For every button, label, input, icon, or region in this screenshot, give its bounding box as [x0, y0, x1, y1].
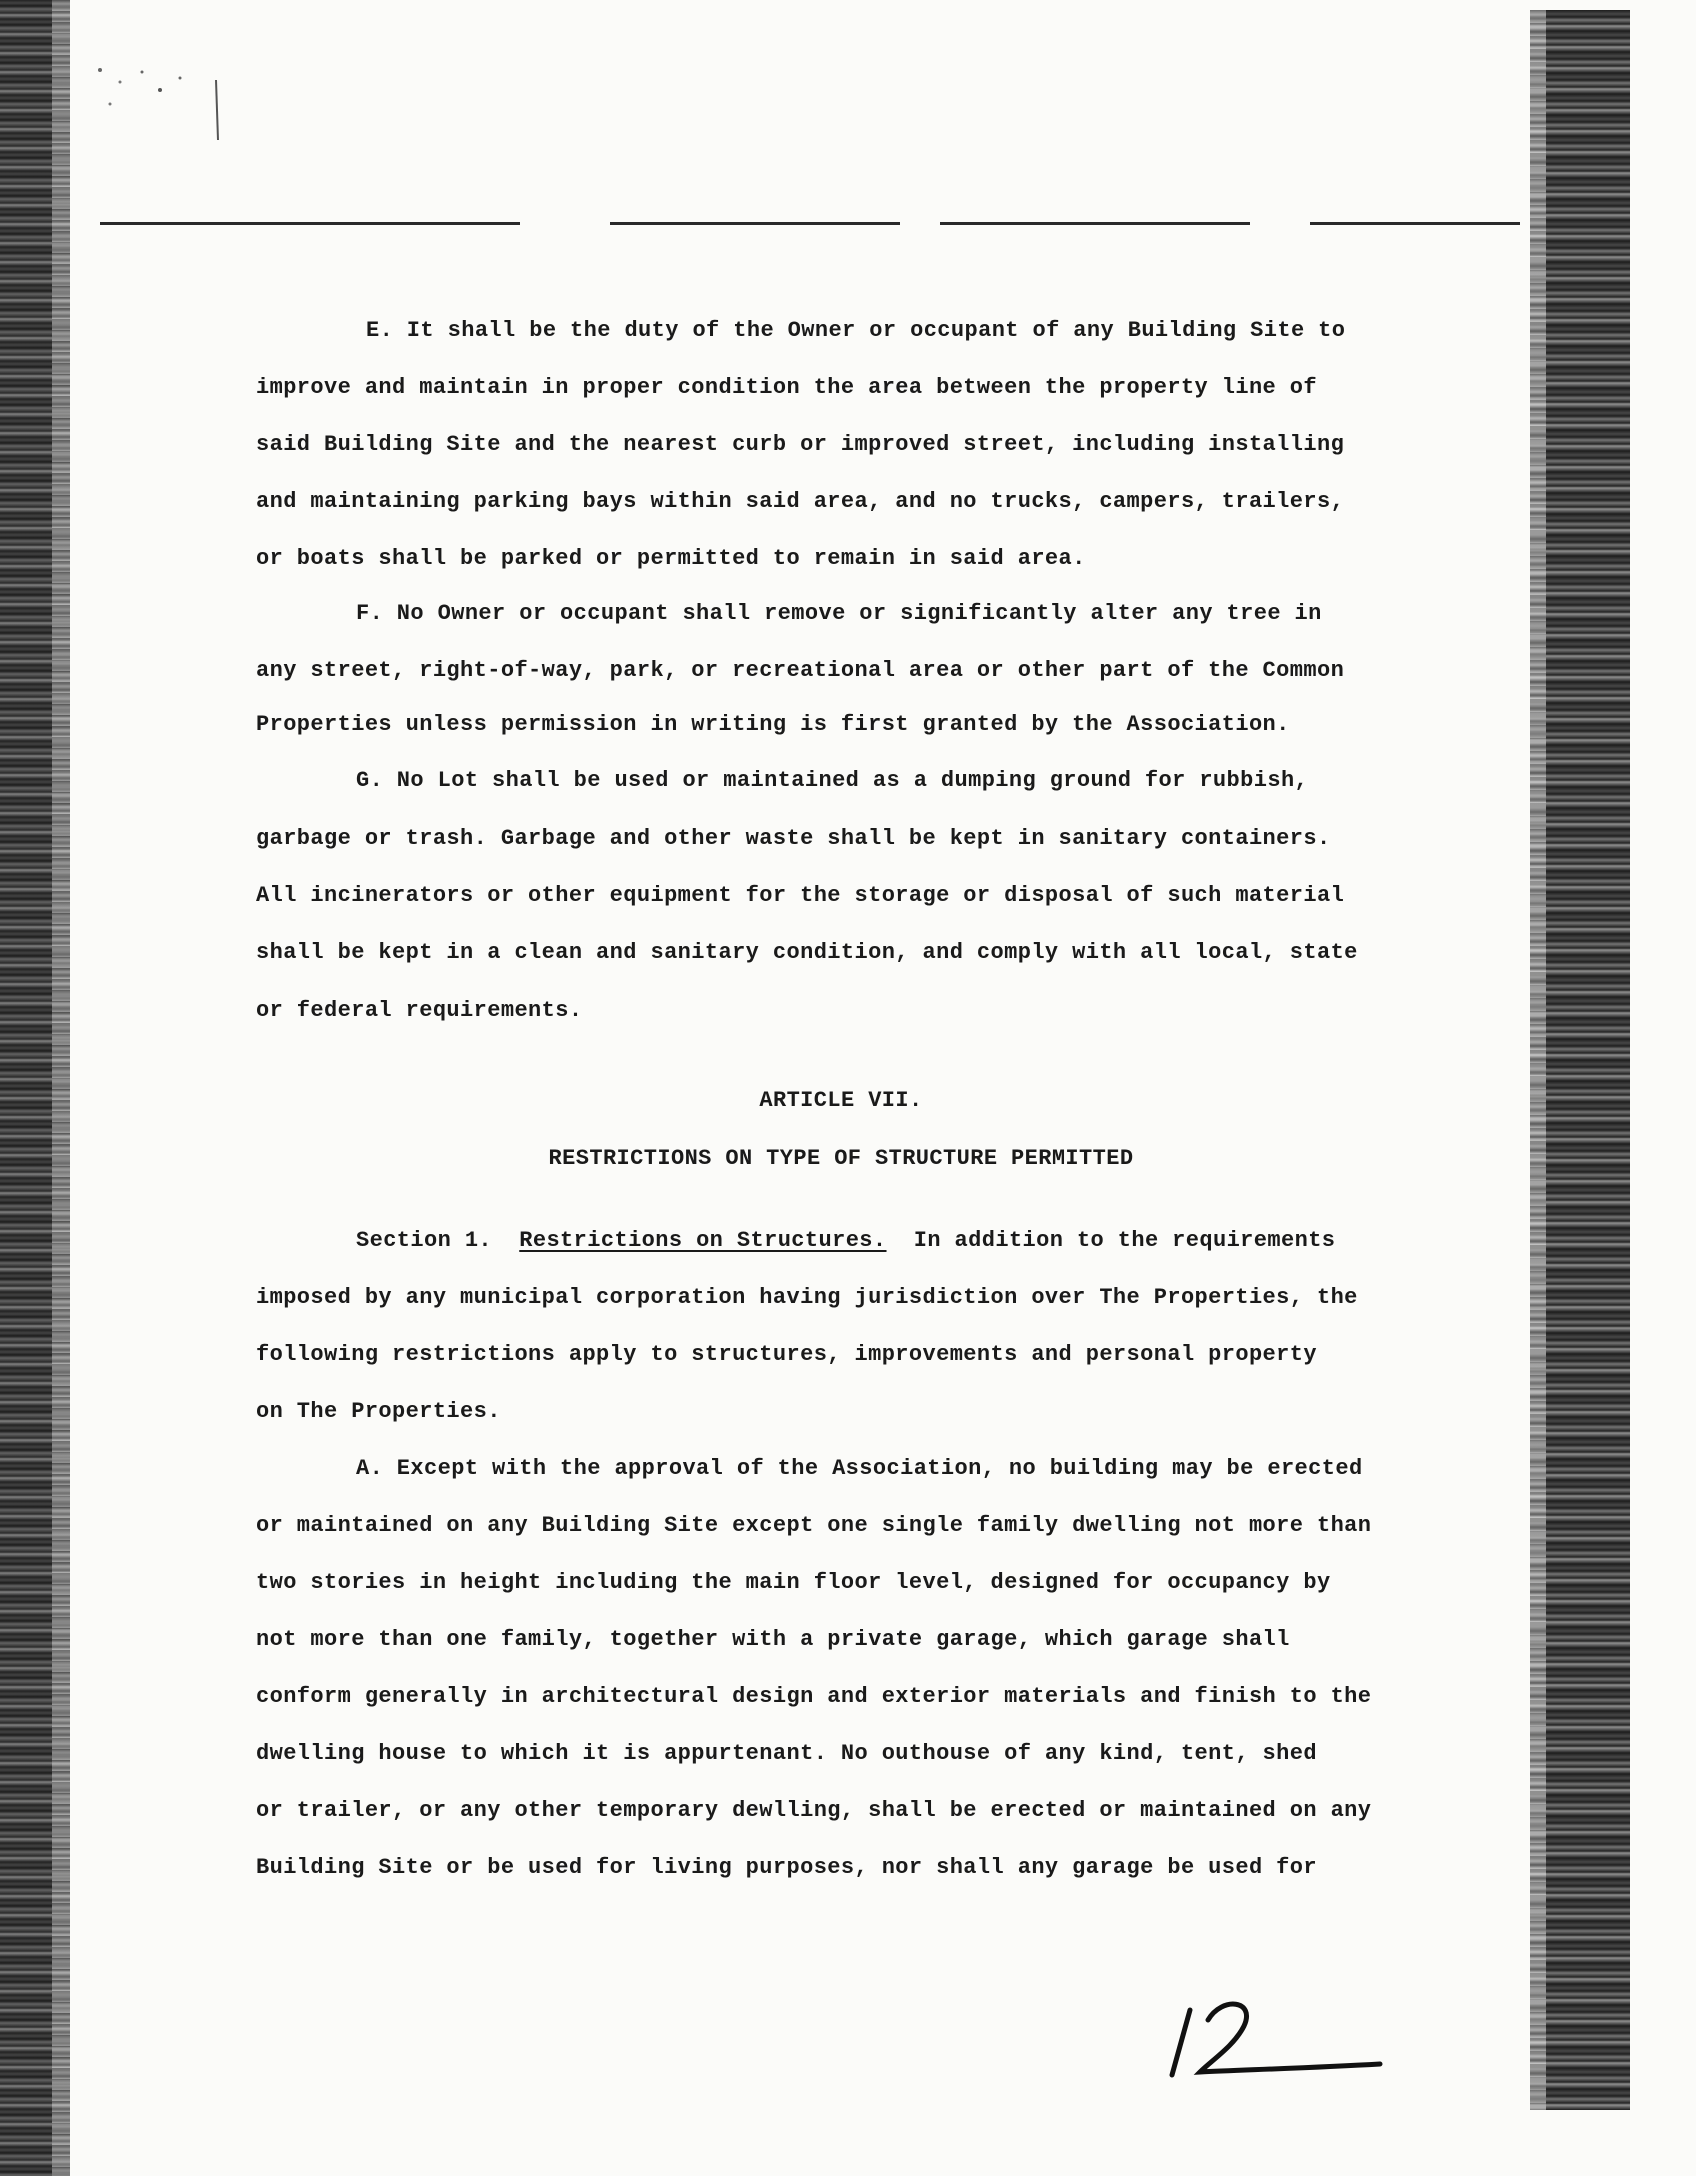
- page-number-text: 12: [1160, 1990, 1162, 1991]
- paragraph-f-line-2: any street, right-of-way, park, or recreational area or other part of the Common: [256, 658, 1345, 683]
- paragraph-f-line-1: F. No Owner or occupant shall remove or significantly alter any tree in: [356, 601, 1322, 626]
- paragraph-a-line-5: conform generally in architectural design and exterior materials and finish to the: [256, 1684, 1372, 1709]
- rule-gap: [1250, 220, 1310, 227]
- scan-edge-left: [0, 0, 70, 2176]
- paragraph-a-line-7: or trailer, or any other temporary dewlling, shall be erected or maintained on any: [256, 1798, 1372, 1823]
- paragraph-a-line-1: A. Except with the approval of the Association, no building may be erected: [356, 1456, 1363, 1481]
- section-1-line-1: [356, 1228, 1335, 1253]
- paragraph-e-line-5: or boats shall be parked or permitted to remain in said area.: [256, 546, 1086, 571]
- paragraph-a-line-6: dwelling house to which it is appurtenant. No outhouse of any kind, tent, shed: [256, 1741, 1317, 1766]
- paragraph-g-line-4: shall be kept in a clean and sanitary condition, and comply with all local, state: [256, 940, 1358, 965]
- paragraph-e-line-2: improve and maintain in proper condition the area between the property line of: [256, 375, 1317, 400]
- section-1-line-4: on The Properties.: [256, 1399, 501, 1424]
- rule-gap: [520, 220, 610, 227]
- section-1-line-2: imposed by any municipal corporation having jurisdiction over The Properties, the: [256, 1285, 1358, 1310]
- paragraph-e-line-3: said Building Site and the nearest curb or improved street, including installing: [256, 432, 1345, 457]
- article-heading: ARTICLE VII.: [759, 1088, 923, 1113]
- section-1-line-3: following restrictions apply to structures, improvements and personal property: [256, 1342, 1317, 1367]
- paragraph-a-line-3: two stories in height including the main floor level, designed for occupancy by: [256, 1570, 1331, 1595]
- paragraph-g-line-3: All incinerators or other equipment for the storage or disposal of such material: [256, 883, 1345, 908]
- scan-edge-right: [1530, 10, 1630, 2110]
- section-1-title: Restrictions on Structures.: [519, 1228, 887, 1253]
- section-1-prefix: Section 1.: [356, 1228, 493, 1253]
- article-subheading: RESTRICTIONS ON TYPE OF STRUCTURE PERMITTED: [548, 1146, 1134, 1171]
- handwritten-page-number: [1160, 1990, 1390, 2080]
- rule-gap: [900, 220, 940, 227]
- paragraph-a-line-8: Building Site or be used for living purposes, nor shall any garage be used for: [256, 1855, 1317, 1880]
- paragraph-f-line-3: Properties unless permission in writing is first granted by the Association.: [256, 712, 1290, 737]
- paragraph-g-line-1: G. No Lot shall be used or maintained as a dumping ground for rubbish,: [356, 768, 1309, 793]
- paragraph-e-line-1: E. It shall be the duty of the Owner or occupant of any Building Site to: [366, 318, 1346, 343]
- paragraph-a-line-2: or maintained on any Building Site except one single family dwelling not more than: [256, 1513, 1372, 1538]
- scan-specks: [90, 60, 240, 180]
- paragraph-e-line-4: and maintaining parking bays within said area, and no trucks, campers, trailers,: [256, 489, 1345, 514]
- paragraph-g-line-2: garbage or trash. Garbage and other waste shall be kept in sanitary containers.: [256, 826, 1331, 851]
- paragraph-a-line-4: not more than one family, together with a private garage, which garage shall: [256, 1627, 1290, 1652]
- section-1-line-1-rest: In addition to the requirements: [913, 1228, 1336, 1253]
- paragraph-g-line-5: or federal requirements.: [256, 998, 583, 1023]
